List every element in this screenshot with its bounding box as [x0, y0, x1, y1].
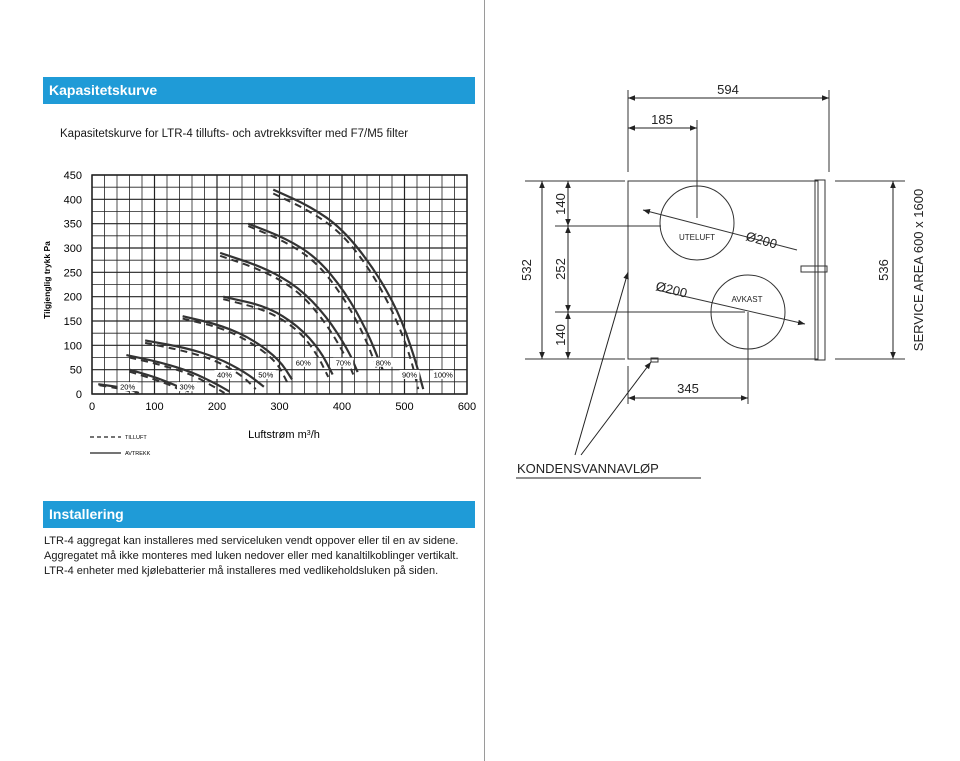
curve-percent-label: 30%	[179, 382, 195, 392]
y-tick-label: 450	[63, 170, 82, 182]
y-tick-label: 200	[63, 291, 82, 304]
x-tick-label: 200	[207, 401, 227, 413]
dim-height-right: 536	[876, 259, 891, 281]
y-axis-label: Tilgjenglig trykk Pa	[42, 241, 52, 319]
install-line-2: Aggregatet må ikke monteres med luken nedover eller med kanaltilkoblinger vertikalt.	[44, 550, 459, 562]
x-tick-label: 300	[270, 401, 289, 413]
port-uteluft-label: UTELUFT	[679, 233, 715, 242]
curve-percent-label: 20%	[120, 382, 136, 392]
curve-percent-label: 90%	[401, 370, 418, 380]
curve-percent-label: 40%	[216, 370, 233, 380]
y-tick-label: 350	[63, 218, 82, 231]
dim-offset-top: 185	[651, 112, 673, 127]
legend-avtrekk-label: AVTREKK	[125, 451, 151, 457]
curve-avtrekk	[220, 253, 358, 372]
y-tick-label: 250	[63, 267, 82, 280]
capacity-chart	[0, 160, 484, 470]
y-tick-label: 400	[63, 194, 82, 207]
y-tick-label: 150	[63, 316, 82, 328]
chart-caption: Kapasitetskurve for LTR-4 tillufts- och avtrekksvifter med F7/M5 filter	[60, 128, 409, 140]
dim-height-left: 532	[519, 259, 534, 281]
curve-percent-label: 70%	[335, 358, 351, 368]
curve-percent-label: 80%	[375, 358, 391, 368]
service-area-label: SERVICE AREA 600 x 1600	[911, 188, 926, 352]
y-tick-label: 0	[75, 389, 82, 401]
unit-dimension-drawing	[485, 0, 960, 500]
y-tick-label: 100	[63, 340, 82, 353]
curve-avtrekk	[223, 297, 332, 375]
y-tick-labels	[64, 170, 82, 401]
diameter-lower: Ø200	[654, 278, 689, 301]
unit-service-door	[815, 180, 825, 360]
port-avkast-label: AVKAST	[731, 295, 763, 304]
dim-width: 594	[717, 82, 739, 97]
dim-bottom: 345	[677, 381, 699, 396]
y-tick-label: 300	[63, 243, 82, 255]
unit-handle	[801, 266, 827, 272]
dim-middle: 252	[553, 258, 568, 280]
x-tick-label: 500	[395, 401, 414, 413]
curve-tilluft	[220, 256, 353, 375]
x-axis-label: Luftstrøm $m^3/h$	[248, 429, 320, 441]
curve-percent-label: 50%	[258, 370, 274, 380]
x-tick-labels	[89, 401, 476, 413]
x-tick-label: 100	[145, 401, 164, 413]
x-tick-label: 0	[88, 401, 96, 413]
drain-label: KONDENSVANNAVLØP	[517, 461, 659, 476]
curve-percent-label: 100%	[433, 370, 453, 380]
legend-tilluft-label: TILLUFT	[125, 435, 147, 441]
install-line-3: LTR-4 enheter med kjølebatterier må installeres med vedlikeholdsluken på siden.	[44, 565, 439, 577]
install-description	[44, 534, 484, 579]
x-tick-label: 400	[332, 401, 352, 413]
section-header-capacity: Kapasitetskurve	[43, 77, 475, 104]
x-tick-label: 600	[457, 401, 477, 413]
section-header-install: Installering	[43, 501, 475, 528]
unit-body	[628, 181, 818, 359]
dim-upper: 140	[553, 193, 568, 215]
diameter-upper: Ø200	[744, 228, 779, 252]
dim-lower: 140	[553, 324, 568, 346]
install-line-1: LTR-4 aggregat kan installeres med serviceluken vendt oppover eller til en av sidene.	[44, 535, 459, 547]
curve-percent-labels	[118, 358, 454, 392]
curve-percent-label: 60%	[295, 358, 311, 368]
y-tick-label: 50	[69, 364, 82, 377]
chart-legend	[90, 435, 151, 457]
